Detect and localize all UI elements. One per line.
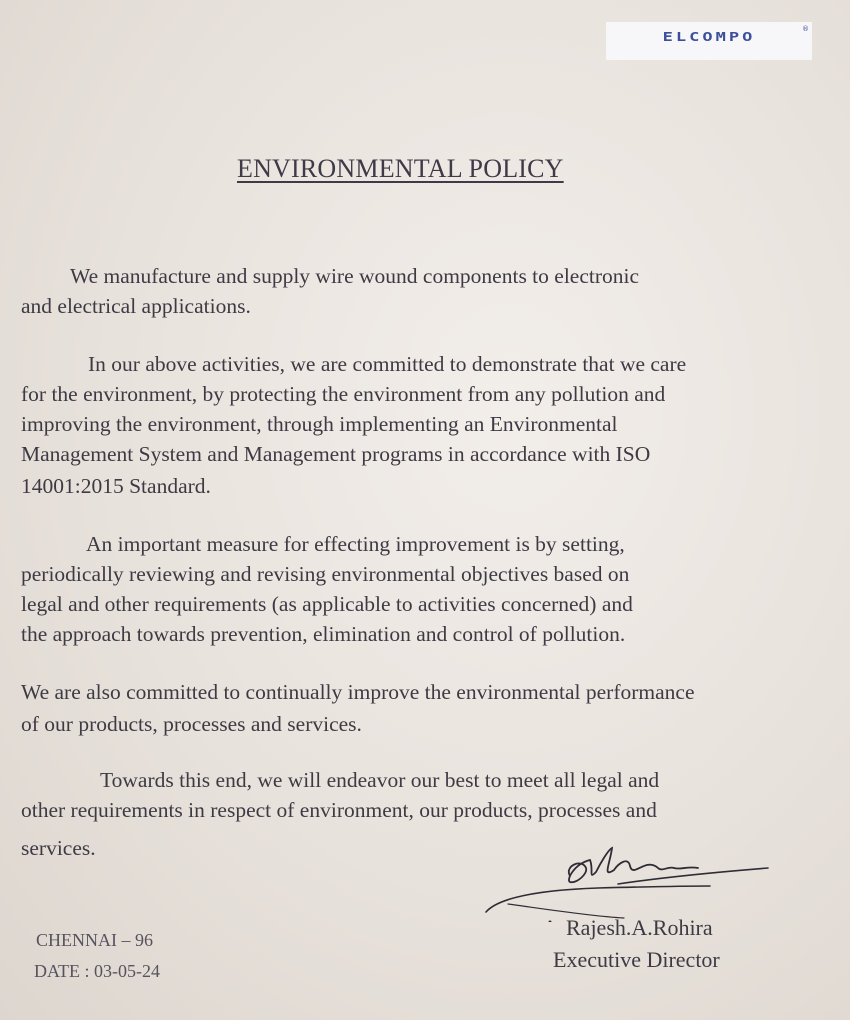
logo-text: ELCOMPO — [662, 30, 756, 45]
paragraph-3-line-2: periodically reviewing and revising environmental objectives based on — [21, 562, 630, 586]
paragraph-3-line-1: An important measure for effecting improvement is by setting, — [86, 532, 625, 556]
paragraph-4-line-1: We are also committed to continually improve the environmental performance — [21, 680, 695, 704]
paragraph-5-line-2: other requirements in respect of environment, our products, processes and — [21, 798, 657, 822]
signatory-name: Rajesh.A.Rohira — [566, 915, 713, 940]
footer-location: CHENNAI – 96 — [36, 930, 153, 950]
paragraph-5-line-3: services. — [21, 836, 96, 860]
paragraph-2-line-2: for the environment, by protecting the environment from any pollution and — [21, 382, 666, 406]
paragraph-2-line-5: 14001:2015 Standard. — [21, 474, 211, 498]
company-logo — [606, 22, 812, 60]
paragraph-3-line-4: the approach towards prevention, elimination and control of pollution. — [21, 622, 626, 646]
paragraph-2-line-1: In our above activities, we are committed to demonstrate that we care — [88, 352, 687, 376]
paragraph-2-line-3: improving the environment, through implementing an Environmental — [21, 412, 618, 436]
paragraph-1-line-1: We manufacture and supply wire wound components to electronic — [70, 264, 640, 288]
paragraph-5-line-1: Towards this end, we will endeavor our best to meet all legal and — [100, 768, 660, 792]
paragraph-1-line-2: and electrical applications. — [21, 294, 251, 318]
signatory-designation: Executive Director — [553, 947, 720, 972]
registered-mark: ® — [802, 25, 809, 33]
page-title: ENVIRONMENTAL POLICY — [237, 154, 564, 183]
paragraph-4-line-2: of our products, processes and services. — [21, 712, 362, 736]
signature-image — [478, 842, 778, 922]
footer-date: DATE : 03-05-24 — [34, 961, 160, 981]
paragraph-2-line-4: Management System and Management programs in accordance with ISO — [21, 442, 651, 466]
paragraph-3-line-3: legal and other requirements (as applicable to activities concerned) and — [21, 592, 633, 616]
